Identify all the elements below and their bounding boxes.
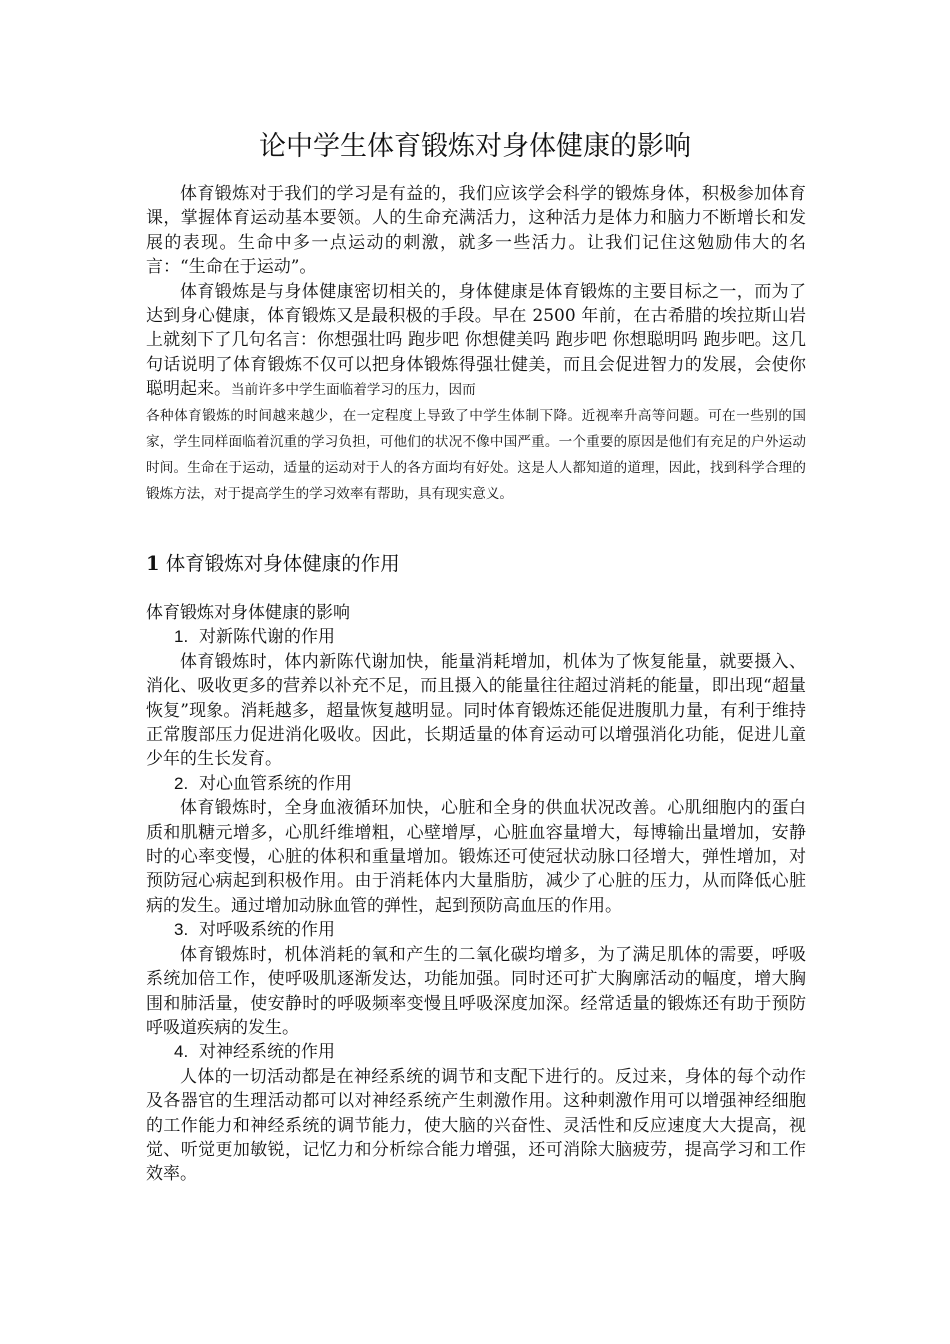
item-1-label: 对新陈代谢的作用 [199,627,335,648]
intro-paragraph-1: 体育锻炼对于我们的学习是有益的，我们应该学会科学的锻炼身体，积极参加体育课，掌握体育运动基本要领。人的生命充满活力，这种活力是体力和脑力不断增长和发展的表现。生命中多一点运动的刺激，就多一些活力。让我们记住这勉励伟大的名言：“生命在于运动”。 [146,184,806,278]
intro-paragraph-2-small-rest: 各种体育锻炼的时间越来越少，在一定程度上导致了中学生体制下降。近视率升高等问题。可在一些别的国家，学生同样面临着沉重的学习负担，可他们的状况不像中国严重。一个重要的原因是他们有充足的户外运动时间。生命在于运动，适量的运动对于人的各方面均有好处。这是人人都知道的道理，因此，找到科学合理的锻炼方法，对于提高学生的学习效率有帮助，具有现实意义。 [146,407,806,502]
item-3-label: 对呼吸系统的作用 [199,920,335,941]
item-3-heading [146,918,806,942]
item-4-number: 4. [174,1042,189,1062]
item-4-paragraph: 人体的一切活动都是在神经系统的调节和支配下进行的。反过来，身体的每个动作及各器官的生理活动都可以对神经系统产生刺激作用。这种刺激作用可以增强神经细胞的工作能力和神经系统的调节能力，使大脑的兴奋性、灵活性和反应速度大大提高，视觉、听觉更加敏锐，记忆力和分析综合能力增强，还可消除大脑疲劳，提高学习和工作效率。 [146,1066,806,1185]
item-4-heading [146,1040,806,1064]
item-1-number: 1. [174,627,189,647]
section-1-heading [146,548,806,576]
intro-paragraph-2-main: 体育锻炼是与身体健康密切相关的，身体健康是体育锻炼的主要目标之一，而为了达到身心健康，体育锻炼又是最积极的手段。早在 2500 年前，在古希腊的埃拉斯山岩上就刻下了几句名言：你想强壮吗 跑步吧 你想健美吗 跑步吧 你想聪明吗 跑步吧。这几句话说明了体育锻炼不仅可以把身体锻炼得强壮健美，而且会促进智力的发展，会使你聪明起来。 [146,281,806,400]
item-3-number: 3. [174,920,189,940]
item-2-heading [146,772,806,796]
section-1-number: 1 [146,552,160,575]
item-2-paragraph: 体育锻炼时，全身血液循环加快，心脏和全身的供血状况改善。心肌细胞内的蛋白质和肌糖元增多，心肌纤维增粗，心壁增厚，心脏血容量增大，每博输出量增加，安静时的心率变慢，心脏的体积和重量增加。锻炼还可使冠状动脉口径增大，弹性增加，对预防冠心病起到积极作用。由于消耗体内大量脂肪，减少了心脏的压力，从而降低心脏病的发生。通过增加动脉血管的弹性，起到预防高血压的作用。 [146,798,806,916]
document-title: 论中学生体育锻炼对身体健康的影响 [259,131,691,162]
item-2-number: 2. [174,773,189,793]
item-4-label: 对神经系统的作用 [199,1042,335,1063]
item-3-paragraph: 体育锻炼时，机体消耗的氧和产生的二氧化碳均增多，为了满足肌体的需要，呼吸系统加倍工作，使呼吸肌逐渐发达，功能加强。同时还可扩大胸廓活动的幅度，增大胸围和肺活量，使安静时的呼吸频率变慢且呼吸深度加深。经常适量的锻炼还有助于预防呼吸道疾病的发生。 [146,944,806,1038]
intro-paragraph-2 [146,280,806,403]
item-1-paragraph: 体育锻炼时，体内新陈代谢加快，能量消耗增加，机体为了恢复能量，就要摄入、消化、吸收更多的营养以补充不足，而且摄入的能量往往超过消耗的能量，即出现“超量恢复”现象。消耗越多，超量恢复越明显。同时体育锻炼还能促进腹肌力量，有利于维持正常腹部压力促进消化吸收。因此，长期适量的体育运动可以增强消化功能，促进儿童少年的生长发育。 [146,651,806,770]
intro-section [146,182,806,507]
section-1-subheading: 体育锻炼对身体健康的影响 [146,603,350,623]
section-1-heading-text: 体育锻炼对身体健康的作用 [165,552,400,575]
item-2-label: 对心血管系统的作用 [199,773,352,794]
intro-paragraph-2-small-inline: 当前许多中学生面临着学习的压力，因而 [231,382,476,399]
item-1-heading [146,625,806,649]
section-1-body [146,601,806,1187]
